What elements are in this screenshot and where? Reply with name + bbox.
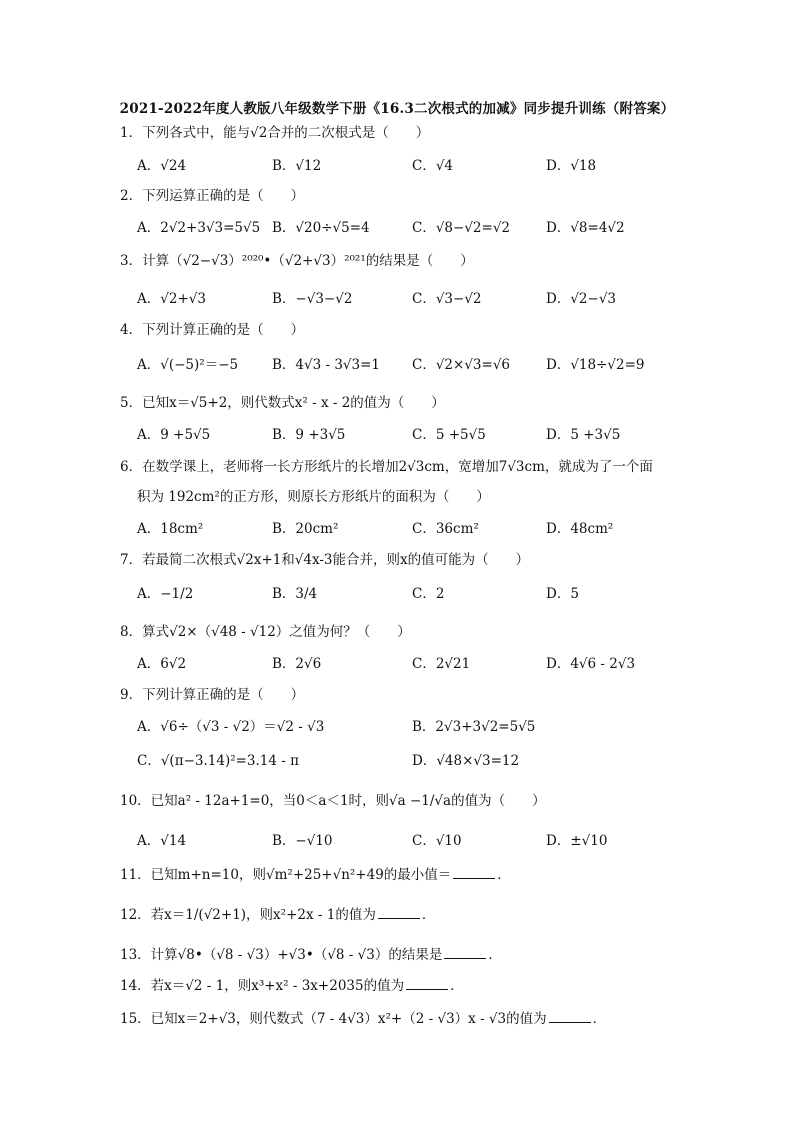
question-15-stem: 15．已知x＝2+√3，则代数式（7 - 4√3）x²+（2 - √3）x - √3的值为 xyxy=(120,1011,547,1027)
question-1-option-a: A．√24 xyxy=(137,158,187,174)
question-5-option-a: A．9 +5√5 xyxy=(137,427,211,443)
question-6-stem: 6．在数学课上，老师将一长方形纸片的长增加2√3cm，宽增加7√3cm，就成为了一个面 xyxy=(120,459,653,475)
question-4-option-b: B．4√3 - 3√3=1 xyxy=(272,357,381,373)
question-11-tail: ． xyxy=(497,867,511,883)
question-13 xyxy=(120,946,502,964)
question-3-option-c: C．√3−√2 xyxy=(412,291,482,307)
question-2-option-c: C．√8−√2=√2 xyxy=(412,220,511,236)
page-title: 2021-2022年度人教版八年级数学下册《16.3二次根式的加减》同步提升训练（附答案） xyxy=(119,101,675,117)
question-1-option-d: D．√18 xyxy=(546,158,597,174)
question-8-stem: 8．算式√2×（√48 - √12）之值为何？（ ） xyxy=(120,624,411,640)
question-7-option-d: D．5 xyxy=(546,586,579,602)
question-1-option-b: B．√12 xyxy=(272,158,322,174)
question-3-option-d: D．√2−√3 xyxy=(546,291,617,307)
question-12 xyxy=(120,906,435,924)
question-3-option-b: B．−√3−√2 xyxy=(272,291,353,307)
question-3-stem: 3．计算（√2−√3）²⁰²⁰•（√2+√3）²⁰²¹的结果是（ ） xyxy=(120,253,474,269)
answer-blank[interactable] xyxy=(549,1010,591,1023)
question-5-option-c: C．5 +5√5 xyxy=(412,427,486,443)
question-14-tail: ． xyxy=(450,978,464,994)
question-8-option-c: C．2√21 xyxy=(412,656,471,672)
question-14-stem: 14．若x＝√2 - 1，则x³+x² - 3x+2035的值为 xyxy=(120,978,405,994)
question-8-option-d: D．4√6 - 2√3 xyxy=(546,656,636,672)
question-7-option-b: B．3/4 xyxy=(272,586,318,602)
question-6-stem-line2: 积为 192cm²的正方形，则原长方形纸片的面积为（ ） xyxy=(137,489,490,505)
answer-blank[interactable] xyxy=(378,906,420,919)
question-2-option-a: A．2√2+3√3=5√5 xyxy=(137,220,261,236)
question-7-option-c: C．2 xyxy=(412,586,445,602)
question-14 xyxy=(120,977,464,995)
question-12-tail: ． xyxy=(421,907,436,923)
question-13-stem: 13．计算√8•（√8 - √3）+√3•（√8 - √3）的结果是 xyxy=(120,947,443,963)
question-10-stem: 10．已知a² - 12a+1=0，当0＜a＜1时，则√a −1/√a的值为（ ） xyxy=(120,793,546,809)
question-5-stem: 5．已知x＝√5+2，则代数式x² - x - 2的值为（ ） xyxy=(120,395,445,411)
question-2-option-d: D．√8=4√2 xyxy=(546,220,625,236)
question-1-stem: 1．下列各式中，能与√2合并的二次根式是（ ） xyxy=(120,125,430,141)
question-6-option-a: A．18cm² xyxy=(137,521,204,537)
question-11-stem: 11．已知m+n=10，则√m²+25+√n²+49的最小值＝ xyxy=(120,867,452,883)
question-7-option-a: A．−1/2 xyxy=(137,586,194,602)
question-11 xyxy=(120,866,511,884)
question-9-option-c: C．√(π−3.14)²=3.14 - π xyxy=(137,753,300,769)
question-8-option-a: A．6√2 xyxy=(137,656,187,672)
question-5-option-d: D．5 +3√5 xyxy=(546,427,621,443)
question-12-stem: 12．若x＝1/(√2+1)，则x²+2x - 1的值为 xyxy=(120,907,376,923)
answer-blank[interactable] xyxy=(453,866,495,879)
question-2-option-b: B．√20÷√5=4 xyxy=(272,220,370,236)
question-9-option-b: B．2√3+3√2=5√5 xyxy=(412,719,536,735)
question-10-option-b: B．−√10 xyxy=(272,833,333,849)
answer-blank[interactable] xyxy=(444,946,486,959)
question-6-option-b: B．20cm² xyxy=(272,521,339,537)
question-9-option-a: A．√6÷（√3 - √2）＝√2 - √3 xyxy=(137,719,325,735)
question-6-option-c: C．36cm² xyxy=(412,521,479,537)
question-10-option-d: D．±√10 xyxy=(546,833,608,849)
question-5-option-b: B．9 +3√5 xyxy=(272,427,346,443)
question-4-stem: 4．下列计算正确的是（ ） xyxy=(120,322,305,338)
question-4-option-a: A．√(−5)²＝−5 xyxy=(137,357,239,373)
question-3-option-a: A．√2+√3 xyxy=(137,291,206,307)
answer-blank[interactable] xyxy=(406,977,448,990)
question-8-option-b: B．2√6 xyxy=(272,656,322,672)
question-13-tail: ． xyxy=(488,947,502,963)
question-6-option-d: D．48cm² xyxy=(546,521,614,537)
question-10-option-c: C．√10 xyxy=(412,833,462,849)
question-2-stem: 2．下列运算正确的是（ ） xyxy=(120,188,305,204)
question-10-option-a: A．√14 xyxy=(137,833,187,849)
question-7-stem: 7．若最简二次根式√2x+1和√4x-3能合并，则x的值可能为（ ） xyxy=(120,552,530,568)
question-9-stem: 9．下列计算正确的是（ ） xyxy=(120,687,305,703)
question-15 xyxy=(120,1010,606,1028)
question-9-option-d: D．√48×√3=12 xyxy=(412,753,520,769)
question-4-option-d: D．√18÷√2=9 xyxy=(546,357,645,373)
question-4-option-c: C．√2×√3=√6 xyxy=(412,357,511,373)
question-15-tail: ． xyxy=(592,1011,607,1027)
question-1-option-c: C．√4 xyxy=(412,158,454,174)
